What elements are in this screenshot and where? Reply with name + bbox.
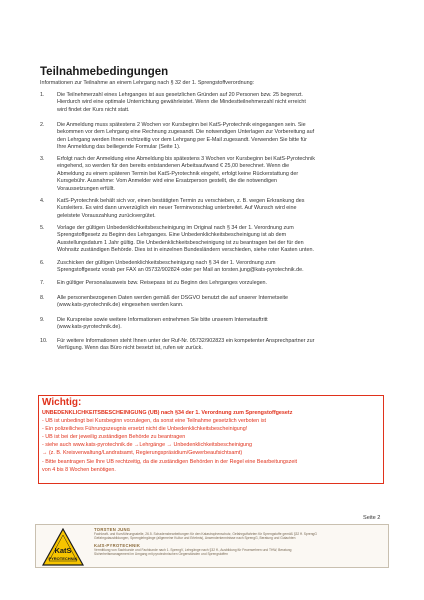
warning-line: - Bitte beantragen Sie Ihre UB rechtzeitig, da die zuständigen Behörden in der Regel eine Bearbeitungszeit bbox=[42, 459, 298, 465]
item-number: 6. bbox=[40, 260, 45, 266]
footer-person-name: TORSTEN JUNG bbox=[94, 527, 131, 532]
footer-company-name: KatS-PYROTECHNIK bbox=[94, 543, 141, 548]
footer-company-line: Sicherheitsmanagement im Umgang mit pyrotechnischen Gegenständen und Sprengstoffen bbox=[94, 552, 228, 556]
list-item bbox=[40, 92, 390, 114]
item-number: 1. bbox=[40, 92, 45, 98]
intro-text: Informationen zur Teilnahme an einem Lehrgang nach § 32 der 1. Sprengstoffverordnung: bbox=[40, 80, 255, 86]
warning-title: Wichtig: bbox=[42, 397, 82, 408]
item-text: Für weitere Informationen steht Ihnen unter der Ruf-Nr. 05732/902823 ein kompetenter Ansprechpartner zur Verfügung. Wenn das Büro nicht besetzt ist, rufen wir zurück. bbox=[57, 338, 315, 352]
svg-text:KatS: KatS bbox=[54, 546, 72, 555]
item-text: Die Teilnehmerzahl eines Lehrganges ist aus gesetzlichen Gründen auf 20 Personen bzw. 25 begrenzt. Hierdurch wird eine optimale Unterrichtung gewährleistet. Wenn die Mindestteilnehmerzahl nicht erreicht wird findet der Kurs nicht statt. bbox=[57, 92, 306, 113]
warning-line: - Ein polizeiliches Führungszeugnis ersetzt nicht die Unbedenklichkeitsbescheinigung! bbox=[42, 426, 248, 432]
list-item bbox=[40, 225, 390, 255]
item-number: 10. bbox=[40, 338, 48, 344]
item-number: 5. bbox=[40, 225, 45, 231]
warning-heading: UNBEDENKLICHKEITSBESCHEINIGUNG (UB) nach §34 der 1. Verordnung zum Sprengstoffgesetz bbox=[42, 410, 293, 416]
item-text: Vorlage der gültigen Unbedenklichkeitsbescheinigung im Original nach § 34 der 1. Verordnung zum Sprengstoffgesetz zu Beginn des Lehrganges. Eine Unbedenklichkeitsbescheinigung ist ab dem Ausstellungsdatum 1 Jahr gültig. Die Unbedenklichkeitsbescheinigung ist zu beantragen bei der für den Wohnsitz zuständigen Behörde. Dies ist in einzelnen Bundesländern verschieden, siehe roter Kasten unten. bbox=[57, 225, 315, 254]
list-item bbox=[40, 122, 390, 152]
page-title: Teilnahmebedingungen bbox=[40, 66, 169, 78]
footer-person-line: Gefahrgutausbildungen, Sprenglehrgänge (allgemeine Kultur und Erlebnis), Anwenderkenntnisse nach SprengG, Beratung und Gutachten bbox=[94, 536, 296, 540]
svg-text:PYROTECHNIK: PYROTECHNIK bbox=[48, 556, 78, 561]
list-item bbox=[40, 260, 390, 275]
page-number: Seite 2 bbox=[363, 515, 381, 521]
warning-box bbox=[38, 395, 384, 484]
item-text: Alle personenbezogenen Daten werden gemäß der DSGVO benutzt die auf unserer Internetseite (www.kats-pyrotechnik.de) eingesehen werden kann. bbox=[57, 295, 289, 309]
list-item bbox=[40, 295, 390, 310]
footer-person-line: Fachkraft- und Kursführungsstelle, 26.5. Schadensbearbeitungen für den Katastrophenschutz, Gefahrgutfahrten für Sprengstoffe gemäß §32 ff. SprengG bbox=[94, 532, 317, 536]
kats-logo bbox=[42, 528, 84, 566]
list-item bbox=[40, 280, 390, 287]
list-item bbox=[40, 338, 390, 353]
item-number: 8. bbox=[40, 295, 45, 301]
warning-line: - UB ist bei der jeweilig zuständigen Behörde zu beantragen bbox=[42, 434, 186, 440]
item-text: Die Anmeldung muss spätestens 2 Wochen vor Kursbeginn bei KatS-Pyrotechnik eingegangen sein. Sie bekommen vor dem Lehrgang eine Rechnung zugesandt. Die notwendigen Unterlagen zur Vorbereitung auf den Lehrgang werden Ihnen rechtzeitig vor dem Lehrgang per E-Mail zugesandt. Verwenden Sie bitte für Ihre Anmeldung das beiliegende Formular (Seite 1). bbox=[57, 122, 315, 151]
item-text: Die Kurspreise sowie weitere Informationen entnehmen Sie bitte unserem Internetauftritt (www.kats-pyrotechnik.de). bbox=[57, 317, 268, 331]
footer-banner bbox=[35, 524, 389, 568]
warning-line: → (z. B. Kreisverwaltung/Landratsamt, Regierungspräsidium/Gewerbeaufsichtsamt) bbox=[42, 450, 243, 456]
item-number: 3. bbox=[40, 156, 45, 162]
list-item bbox=[40, 198, 390, 220]
item-number: 7. bbox=[40, 280, 45, 286]
list-item bbox=[40, 317, 390, 332]
item-number: 4. bbox=[40, 198, 45, 204]
warning-line: - siehe auch www.kats-pyrotechnik.de →Lehrgänge → Unbedenklichkeitsbescheinigung bbox=[42, 442, 253, 448]
footer-company-line: Vermittlung von Sachkunde und Fachkunde nach 1. SprengV, Lehrgänge nach §32 ff., Ausbildung für Feuerwehren und THW, Beratung bbox=[94, 548, 292, 552]
item-number: 9. bbox=[40, 317, 45, 323]
warning-line: - UB ist unbedingt bei Kursbeginn vorzulegen, da sonst eine Teilnahme gesetzlich verboten ist bbox=[42, 418, 267, 424]
warning-line: von 4 bis 8 Wochen benötigen. bbox=[42, 467, 116, 473]
item-text: Ein gültiger Personalausweis bzw. Reisepass ist zu Beginn des Lehrganges vorzulegen. bbox=[57, 280, 268, 286]
list-item bbox=[40, 156, 390, 193]
item-number: 2. bbox=[40, 122, 45, 128]
item-text: Erfolgt nach der Anmeldung eine Abmeldung bis spätestens 3 Wochen vor Kursbeginn bei KatS-Pyrotechnik eingehend, so werden für den bereits entstandenen Arbeitsaufwand € 25,00 berechnet. Wenn die Abmeldung zu einem späteren Termin bei KatS-Pyrotechnik eingeht, erfolgt keine Rückerstattung der Kursgebühr. Ausnahme: Vom Anmelder wird eine Ersatzperson gestellt, die die notwendigen Voraussetzungen erfüllt. bbox=[57, 156, 315, 192]
item-text: KatS-Pyrotechnik behält sich vor, einen bestätigten Termin zu verschieben, z. B. wegen Erkrankung des Kursleiters. Es wird dann unverzüglich ein neuer Terminvorschlag unterbreitet. Auf Wunsch wird eine geleistete Vorauszahlung zurückvergütet. bbox=[57, 198, 305, 219]
item-text: Zuschicken der gültigen Unbedenklichkeitsbescheinigung nach § 34 der 1. Verordnung zum Sprengstoffgesetz vorab per FAX an 05732/902824 oder per Mail an torsten.jung@kats-pyrotechnik.de. bbox=[57, 260, 304, 274]
